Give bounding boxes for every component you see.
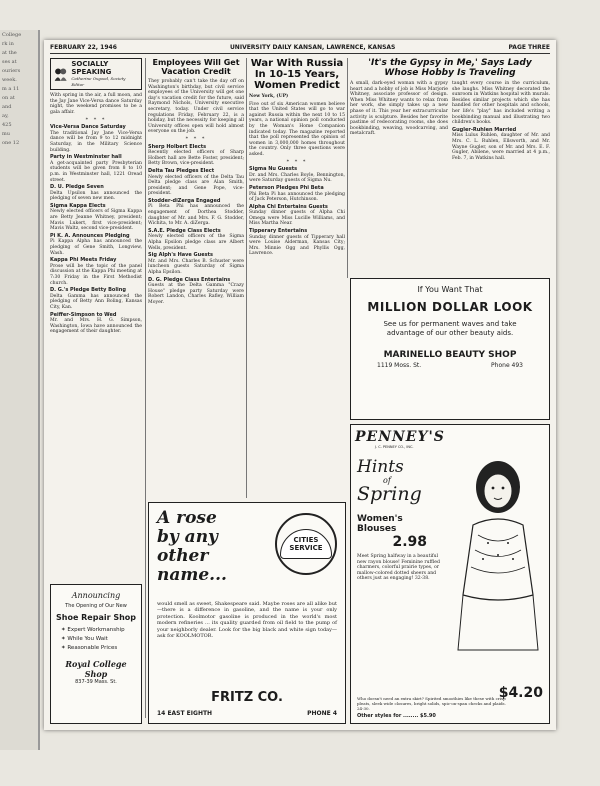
penneys-product: Women's Blouses: [357, 514, 403, 534]
war-text: Five out of six American women believe that the United States will go to war against Russia within the next 10 to 15 years, a national opinion poll conducted by the Woman's Home Companion indicated today. The magazine reported that the poll represented the opinion of women in 3,000,000 homes throughout the country. Only three questions were asked.: [249, 101, 345, 157]
strip-text: at the: [2, 50, 17, 56]
penneys-price1: 2.98: [392, 534, 427, 550]
social-title: SOCIALLY SPEAKING: [71, 60, 112, 76]
divider-stars: * * *: [85, 116, 107, 123]
social-item-text: Newly elected officers of Sigma Kappa are Betty Jeanne Whitney, president; Mavis Lukert, first vice-president; Mavis Waltz, second vice-president.: [50, 209, 142, 232]
social-item-text: Delta Upsilon has announced the pledging of seven new men.: [50, 190, 142, 202]
vacation-item-head: Sig Alph's Have Guests: [148, 252, 213, 259]
social-item-head: Party in Westminster hall: [50, 154, 122, 161]
vacation-item-head: Sherp Holbert Elects: [148, 143, 207, 150]
marinello-name: MARINELLO BEAUTY SHOP: [383, 350, 517, 360]
citgo-line2: by any: [157, 527, 218, 547]
marinello-body: See us for permanent waves and take advantage of our other beauty aids.: [383, 320, 517, 337]
war-dateline: New York, (UP): [249, 94, 289, 99]
column-rule: [347, 58, 348, 278]
war-item-head: Alpha Chi Entertains Guests: [249, 203, 328, 210]
social-item-head: D. U. Pledge Seven: [50, 184, 104, 191]
marinello-lead: If You Want That: [417, 285, 483, 294]
social-item-text: Mr. and Mrs. H. G. Simpson, Washington, Iowa have announced the engagement of their daughter.: [50, 318, 142, 335]
penneys-hints: Hints: [357, 457, 404, 477]
marinello-phone: Phone 493: [491, 362, 523, 369]
shoe-sub: The Opening of Our New: [65, 603, 127, 609]
divider-stars: * * *: [286, 158, 308, 165]
shoe-repair-ad: Announcing The Opening of Our New Shoe Repair Shop ✶ Expert Workmanship ✶ While You Wait ✶ Reasonable Prices Royal College Shop 837-39 Mass. St.: [50, 584, 142, 724]
strip-text: ses at: [2, 59, 17, 65]
vacation-item-head: Stodder-diZerga Engaged: [148, 197, 221, 204]
vacation-item-text: Recently elected officers of Sharp Holbert hall are Bette Foster, president; Betty Brown, vice-president.: [148, 150, 244, 167]
social-intro: With spring in the air, a full moon, and the Jay Jane Vice-Versa dance Saturday night, the weekend promises to be a gala affair.: [50, 93, 142, 115]
citgo-line4: name...: [157, 565, 227, 585]
column-rule: [246, 58, 247, 498]
cities-service-badge: [275, 513, 337, 575]
marinello-headline: MILLION DOLLAR LOOK: [367, 300, 533, 314]
vacation-item-text: Newly elected officers of the Sigma Alpha Epsilon pledge class are Albert Wells, president.: [148, 234, 244, 251]
shoe-shop: Royal College Shop: [65, 659, 127, 679]
vacation-item-head: D. G. Pledge Class Entertains: [148, 276, 231, 283]
strip-text: rk in: [2, 41, 14, 47]
folio-masthead: UNIVERSITY DAILY KANSAN, LAWRENCE, KANSAS: [229, 44, 396, 51]
strip-text: week.: [2, 77, 17, 83]
war-item-text: Dr. and Mrs. Charles Boyle, Bennington, were Saturday guests of Sigma Nu.: [249, 172, 345, 184]
strip-text: on at: [2, 95, 15, 101]
strip-text: mu: [2, 131, 10, 137]
social-item-text: Delta Gamma has announced the pledging of Betty Ann Boling, Kansas City, Kan.: [50, 293, 142, 310]
war-item-head: Sigma Nu Guests: [249, 166, 298, 173]
penneys-price2: $4.20: [498, 685, 543, 701]
shoe-bullet: Reasonable Prices: [67, 645, 118, 651]
vacation-item-text: Pi Beta Phi has announced the engagement of Dorthea Stodder, daughter of Mr. and Mrs. F. G. Stodder, Wichita, to Mr. A. diZerga.: [148, 204, 244, 227]
citgo-text: would smell as sweet, Shakespeare said. Maybe roses are all alike but—there is a difference in gasoline, and the name is your only protection. Koolmotor gasoline is produced in the world's most modern refineries ... its quality guarded from oil field to the pump of your neighborly dealer. Look for the big black and white sign today—ask for KOOLMOTOR.: [157, 601, 337, 640]
social-header-box: [50, 58, 142, 90]
shoe-address: 837-39 Mass. St.: [75, 679, 117, 685]
penneys-sub: J. C. PENNEY CO., INC.: [375, 445, 414, 449]
column-rule: [145, 58, 146, 718]
penneys-spring: Spring: [357, 483, 422, 505]
social-item-head: Pi K. A. Announces Pledging: [50, 232, 130, 239]
folio-page: PAGE THREE: [508, 44, 550, 51]
vacation-item-head: Delta Tau Pledges Elect: [148, 167, 215, 174]
marinello-ad: [350, 278, 550, 420]
shoe-bullet: While You Wait: [67, 636, 108, 642]
citgo-dealer: FRITZ CO.: [211, 690, 283, 705]
citgo-phone: PHONE 4: [307, 710, 337, 717]
woman-illustration-icon: [453, 455, 543, 655]
badge-line2: SERVICE: [289, 544, 323, 552]
war-column: [249, 58, 345, 498]
vacation-headline: Employees Will Get Vacation Credit: [152, 58, 240, 76]
strip-text: ouriers: [2, 68, 21, 74]
gypsy-right-text: taught every course in the curriculum, she laughs. Miss Whitney decorated the sunroom in Watkins hospital with murals. Besides similar projects which she has handled for other hospitals and schools, her life's "play" has included writing a bookbinding manual and illustrating two children's books.: [452, 81, 550, 126]
vacation-item-text: Newly elected officers of the Delta Tau Delta pledge class are Alan Smith, president; and Gene Pope, vice-president.: [148, 174, 244, 197]
badge-line1: CITIES: [293, 536, 319, 544]
ladies-illustration-icon: [53, 65, 68, 83]
gypsy-article: [350, 58, 550, 283]
strip-text: one 12: [2, 140, 20, 146]
social-item-text: A get-acquainted party Presbyterian students will be given from 8 to 10 p.m. in Westminster hall, 1221 Oread street.: [50, 160, 142, 183]
folio-date: FEBRUARY 22, 1946: [50, 44, 117, 51]
social-item-head: D. G.'s Pledge Betty Boling: [50, 287, 126, 294]
socially-speaking-column: [50, 58, 142, 583]
strip-text: 425: [2, 122, 12, 128]
gypsy-text: A small, dark-eyed woman with a gypsy heart and a hobby of job is Miss Marjorie Whitney, associate professor of design. When Miss Whitney wants to relax from her work, she simply takes up a new phase of it. This year her extracurricular activity is sculpture. Besides her favorite pastime of redecorating rooms, she does bookbinding, weaving, woodcarving, and metalcraft.: [350, 81, 448, 137]
war-item-text: Sunday dinner guests of Alpha Chi Omega were Miss Lucille Williams, and Miss Martha Near.: [249, 210, 345, 227]
citgo-address: 14 EAST EIGHTH: [157, 710, 213, 717]
shoe-name: Shoe Repair Shop: [55, 613, 137, 622]
cities-service-ad: [148, 502, 346, 724]
vacation-text: They probably can't take the day off on Washington's birthday, but civil service employees of the University will get one day's vacation credit for the future, said Raymond Nichols, University executive secretary, today. Under civil service regulations Friday, February 22, is a holiday, but the necessity for keeping all University offices open will hold almost everyone on the job.: [148, 79, 244, 135]
penneys-brand: PENNEY'S: [355, 429, 445, 445]
war-headline: War With Russia In 10-15 Years, Women Predict: [250, 58, 344, 91]
penneys-of: of: [383, 476, 391, 485]
social-item-head: Peiffer-Simpson to Wed: [50, 311, 117, 318]
war-item-head: Peterson Pledges Phi Beta: [249, 184, 324, 191]
social-item-head: Sigma Kappa Elects: [50, 202, 106, 209]
social-item-text: Prose will be the topic of the panel discussion at the Kappa Phi meeting at 7:30 Friday in the First Methodist church.: [50, 263, 142, 286]
divider-stars: * * *: [185, 135, 207, 142]
penneys-price-body: Meet Spring halfway in a beautiful new rayon blouse! Feminine ruffled charmers, colorful prairie types, or mallow-colored dotted sheers and others just as engaging! 32-38.: [357, 554, 440, 582]
newspaper-page: [44, 40, 556, 730]
strip-text: m a 11: [2, 86, 20, 92]
war-item-text: Phi Beta Pi has announced the pledging of Jack Peterson, Hutchinson.: [249, 191, 345, 203]
marinello-address: 1119 Moss. St.: [377, 362, 422, 369]
social-byline: Catherine Osgood, Society Editor: [71, 76, 126, 87]
vacation-item-text: Guests at the Delta Gamma "Crazy House" pledge party Saturday were Robert Landon, Charles Rafley, William Moyer.: [148, 283, 244, 305]
penneys-other: Other styles for ........ $5.90: [357, 713, 436, 719]
adjacent-page-strip: [0, 30, 40, 750]
shoe-bullet: Expert Workmanship: [67, 627, 125, 633]
strip-text: ay,: [2, 113, 9, 119]
citgo-line3: other: [157, 546, 209, 566]
social-item-head: Kappa Phi Meets Friday: [50, 257, 117, 264]
penneys-ad: [350, 424, 550, 724]
social-item-head: Vice-Versa Dance Saturday: [50, 124, 126, 131]
social-item-text: The traditional Jay Jane Vice-Versa dance will be from 9 to 12 midnight Saturday, in the Military Science building.: [50, 130, 142, 153]
penneys-footer: Who doesn't need an extra skirt? Spirited smoothies like these with crisp pleats, sleek wide closures, bright solids, spic-on-span checks and plaids. 24-30.: [357, 696, 506, 711]
folio-line: [50, 44, 550, 54]
gypsy-headline: 'It's the Gypsy in Me,' Says Lady Whose Hobby Is Traveling: [368, 58, 532, 78]
war-item-head: Tipperary Entertains: [249, 228, 308, 235]
gypsy-sub-text: Miss Lulus Ruhlen, daughter of Mr. and Mrs. C. L. Ruhlen, Ellsworth, and Mr. Wayne Gugler, son of Mr. and Mrs. E. F. Gugler, Abilene, were married at 4 p.m., Feb. 7, in Watkins hall.: [452, 133, 550, 161]
citgo-line1: A rose: [157, 508, 217, 528]
vacation-item-text: Mr. and Mrs. Charles B. Schuster were luncheon guests Saturday of Sigma Alpha Epsilon.: [148, 258, 244, 275]
vacation-item-head: S.A.E. Pledge Class Elects: [148, 227, 221, 234]
social-item-text: Pi Kappa Alpha has announced the pledging of Gene Smith, Longview, Wash.: [50, 239, 142, 256]
shoe-lead: Announcing: [71, 591, 121, 600]
strip-text: and: [2, 104, 12, 110]
gypsy-sub-head: Gugler-Ruhlen Married: [452, 126, 517, 133]
war-item-text: Sunday dinner guests of Tipperary hall were Louise Alderman, Kansas City; Mrs. Minnie Ogg and Phyllis Ogg, Lawrence.: [249, 234, 345, 257]
vacation-column: [148, 58, 244, 498]
strip-text: College: [2, 32, 22, 38]
